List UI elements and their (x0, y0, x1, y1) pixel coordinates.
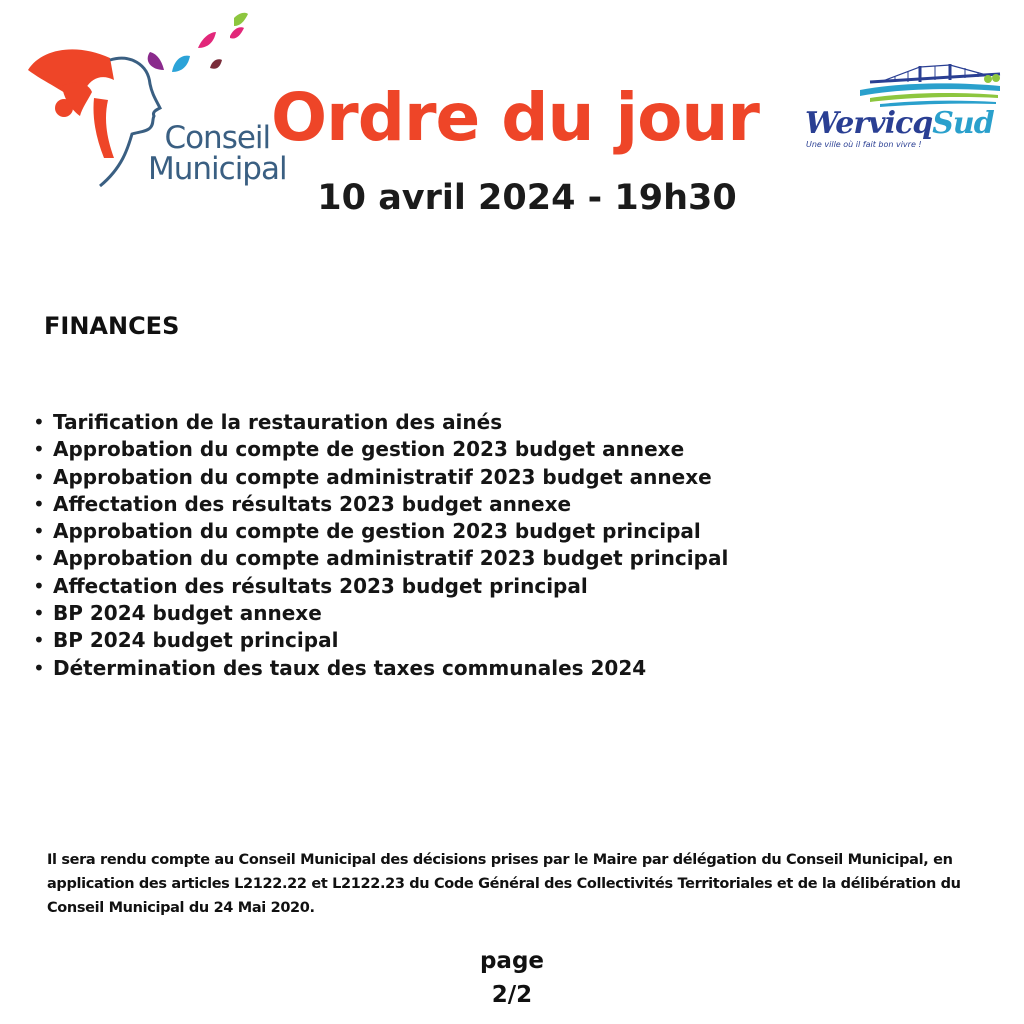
bullet-icon: • (33, 519, 45, 544)
bullet-icon: • (33, 655, 45, 680)
bullet-icon: • (33, 437, 45, 462)
wervicq-tagline: Une ville où il fait bon vivre ! (806, 140, 922, 149)
logo-text-line2: Municipal (148, 151, 287, 187)
bullet-icon: • (33, 628, 45, 653)
page-title: Ordre du jour (271, 79, 759, 156)
list-item (30, 409, 728, 436)
logo-text (148, 120, 287, 187)
bullet-icon: • (33, 546, 45, 571)
agenda-item-text: BP 2024 budget principal (53, 628, 339, 653)
list-item (30, 627, 728, 654)
agenda-item-text: Détermination des taux des taxes communales 2024 (53, 655, 647, 680)
bullet-icon: • (33, 410, 45, 434)
bullet-icon: • (33, 601, 45, 626)
agenda-item-text: Affectation des résultats 2023 budget principal (53, 573, 588, 598)
agenda-item-text: Approbation du compte administratif 2023 budget principal (53, 546, 729, 571)
logo-text-line1: Conseil (164, 120, 271, 156)
bullet-icon: • (33, 573, 45, 598)
agenda-item-text: Approbation du compte de gestion 2023 budget principal (53, 519, 701, 544)
page-label: page (479, 948, 545, 974)
wervicq-name: Wervicq (805, 106, 933, 141)
conseil-municipal-logo (22, 8, 287, 198)
wervicq-sud-name (805, 106, 994, 141)
list-item (30, 436, 728, 463)
delegation-note: Il sera rendu compte au Conseil Municipal des décisions prises par le Maire par délégation du Conseil Municipal, en application des articles L2122.22 et L2122.23 du Code Général des Collectivités Territoriales et de la délibération du Conseil Municipal du 24 Mai 2020. (47, 852, 961, 916)
agenda-item-text: Tarification de la restauration des ainés (53, 410, 503, 434)
agenda-item-text: Affectation des résultats 2023 budget annexe (53, 491, 572, 516)
agenda-item-text: BP 2024 budget annexe (53, 601, 322, 626)
page-indicator (440, 944, 584, 1012)
agenda-item-text: Approbation du compte administratif 2023 budget annexe (53, 464, 712, 489)
list-item (30, 545, 728, 572)
page-number: 2/2 (491, 982, 533, 1008)
bullet-icon: • (33, 491, 45, 516)
section-title: FINANCES (44, 312, 180, 340)
list-item (30, 600, 728, 627)
wervicq-sud-logo (800, 60, 1005, 155)
sud-name: Sud (932, 106, 994, 141)
list-item (30, 573, 728, 600)
list-item (30, 518, 728, 545)
agenda-item-text: Approbation du compte de gestion 2023 budget annexe (53, 437, 685, 462)
bullet-icon: • (33, 464, 45, 489)
list-item (30, 491, 728, 518)
list-item (30, 464, 728, 491)
meeting-date: 10 avril 2024 - 19h30 (317, 178, 737, 218)
agenda-list (30, 409, 728, 682)
list-item (30, 655, 728, 682)
